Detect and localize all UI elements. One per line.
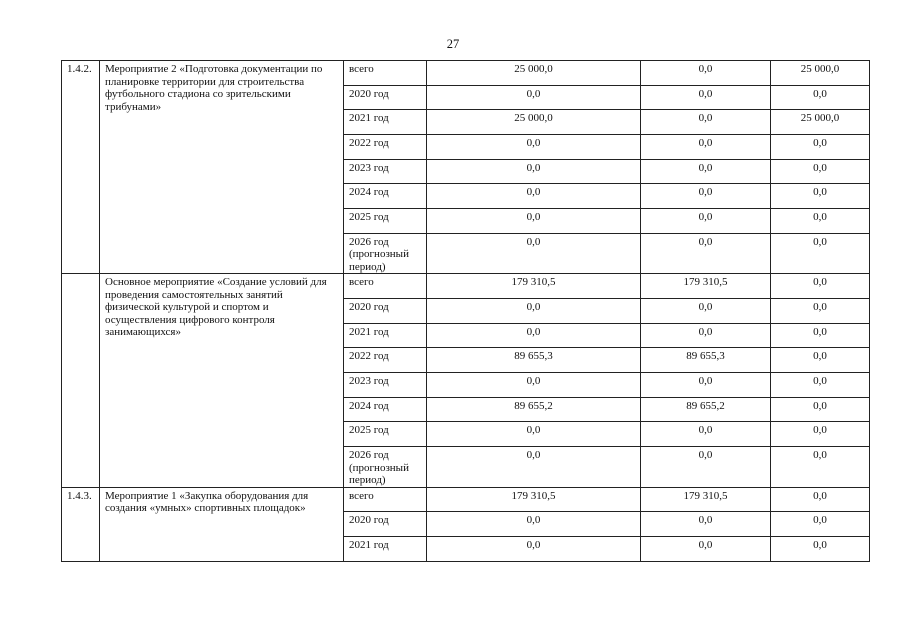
- funding-value-col-2: 0,0: [641, 323, 771, 348]
- funding-value-col-1: 0,0: [427, 135, 641, 160]
- funding-value-col-2: 0,0: [641, 110, 771, 135]
- table-row: [62, 487, 870, 512]
- funding-value-col-2: 89 655,2: [641, 397, 771, 422]
- funding-value-col-3: 0,0: [771, 373, 870, 398]
- funding-value-col-2: 0,0: [641, 299, 771, 324]
- funding-value-col-2: 0,0: [641, 209, 771, 234]
- period-label: всего: [344, 487, 427, 512]
- funding-value-col-3: 0,0: [771, 299, 870, 324]
- item-code: 1.4.2.: [62, 61, 100, 274]
- funding-value-col-3: 0,0: [771, 487, 870, 512]
- funding-value-col-2: 0,0: [641, 85, 771, 110]
- funding-value-col-3: 0,0: [771, 537, 870, 562]
- funding-value-col-1: 25 000,0: [427, 61, 641, 86]
- funding-value-col-2: 0,0: [641, 447, 771, 488]
- funding-value-col-1: 89 655,2: [427, 397, 641, 422]
- funding-value-col-1: 0,0: [427, 299, 641, 324]
- funding-value-col-3: 0,0: [771, 348, 870, 373]
- period-label: 2026 год (прогнозный период): [344, 233, 427, 274]
- funding-value-col-3: 25 000,0: [771, 61, 870, 86]
- funding-value-col-2: 0,0: [641, 159, 771, 184]
- funding-value-col-3: 0,0: [771, 512, 870, 537]
- funding-value-col-1: 0,0: [427, 447, 641, 488]
- funding-value-col-1: 89 655,3: [427, 348, 641, 373]
- funding-value-col-2: 0,0: [641, 184, 771, 209]
- funding-value-col-2: 0,0: [641, 512, 771, 537]
- item-code: 1.4.3.: [62, 487, 100, 561]
- funding-value-col-3: 0,0: [771, 85, 870, 110]
- funding-value-col-3: 0,0: [771, 447, 870, 488]
- period-label: всего: [344, 274, 427, 299]
- funding-value-col-1: 0,0: [427, 209, 641, 234]
- funding-value-col-3: 25 000,0: [771, 110, 870, 135]
- funding-value-col-2: 0,0: [641, 373, 771, 398]
- period-label: 2021 год: [344, 537, 427, 562]
- funding-value-col-3: 0,0: [771, 184, 870, 209]
- period-label: 2021 год: [344, 323, 427, 348]
- funding-value-col-3: 0,0: [771, 209, 870, 234]
- funding-value-col-1: 0,0: [427, 512, 641, 537]
- funding-value-col-3: 0,0: [771, 397, 870, 422]
- period-label: 2024 год: [344, 397, 427, 422]
- table-body: [62, 61, 870, 562]
- funding-value-col-1: 0,0: [427, 373, 641, 398]
- funding-value-col-2: 179 310,5: [641, 274, 771, 299]
- period-label: 2025 год: [344, 422, 427, 447]
- funding-value-col-1: 179 310,5: [427, 487, 641, 512]
- period-label: 2026 год (прогнозный период): [344, 447, 427, 488]
- funding-value-col-3: 0,0: [771, 135, 870, 160]
- period-label: 2020 год: [344, 512, 427, 537]
- period-label: 2024 год: [344, 184, 427, 209]
- funding-value-col-2: 0,0: [641, 537, 771, 562]
- period-label: 2020 год: [344, 85, 427, 110]
- funding-value-col-2: 179 310,5: [641, 487, 771, 512]
- item-name: Мероприятие 1 «Закупка оборудования для создания «умных» спортивных площадок»: [100, 487, 344, 561]
- budget-table: [61, 60, 870, 562]
- period-label: 2020 год: [344, 299, 427, 324]
- table-row: [62, 274, 870, 299]
- funding-value-col-1: 0,0: [427, 85, 641, 110]
- funding-value-col-3: 0,0: [771, 233, 870, 274]
- period-label: 2022 год: [344, 135, 427, 160]
- item-name: Основное мероприятие «Создание условий для проведения самостоятельных занятий физической культурой и спортом и осуществления цифрового контроля занимающихся»: [100, 274, 344, 487]
- funding-value-col-1: 0,0: [427, 537, 641, 562]
- funding-value-col-1: 0,0: [427, 159, 641, 184]
- funding-value-col-3: 0,0: [771, 323, 870, 348]
- period-label: 2025 год: [344, 209, 427, 234]
- funding-value-col-2: 0,0: [641, 422, 771, 447]
- period-label: 2023 год: [344, 373, 427, 398]
- funding-value-col-1: 0,0: [427, 422, 641, 447]
- funding-value-col-1: 0,0: [427, 233, 641, 274]
- funding-value-col-2: 0,0: [641, 135, 771, 160]
- funding-value-col-3: 0,0: [771, 422, 870, 447]
- item-name: Мероприятие 2 «Подготовка документации по планировке территории для строительства футбольного стадиона со зрительскими трибунами»: [100, 61, 344, 274]
- period-label: 2023 год: [344, 159, 427, 184]
- funding-value-col-2: 89 655,3: [641, 348, 771, 373]
- period-label: 2021 год: [344, 110, 427, 135]
- funding-value-col-3: 0,0: [771, 274, 870, 299]
- page-number: 27: [446, 37, 460, 51]
- funding-value-col-1: 0,0: [427, 184, 641, 209]
- funding-value-col-1: 25 000,0: [427, 110, 641, 135]
- funding-value-col-1: 179 310,5: [427, 274, 641, 299]
- period-label: всего: [344, 61, 427, 86]
- funding-value-col-2: 0,0: [641, 61, 771, 86]
- funding-value-col-2: 0,0: [641, 233, 771, 274]
- table-row: [62, 61, 870, 86]
- item-code: [62, 274, 100, 487]
- funding-value-col-1: 0,0: [427, 323, 641, 348]
- funding-value-col-3: 0,0: [771, 159, 870, 184]
- period-label: 2022 год: [344, 348, 427, 373]
